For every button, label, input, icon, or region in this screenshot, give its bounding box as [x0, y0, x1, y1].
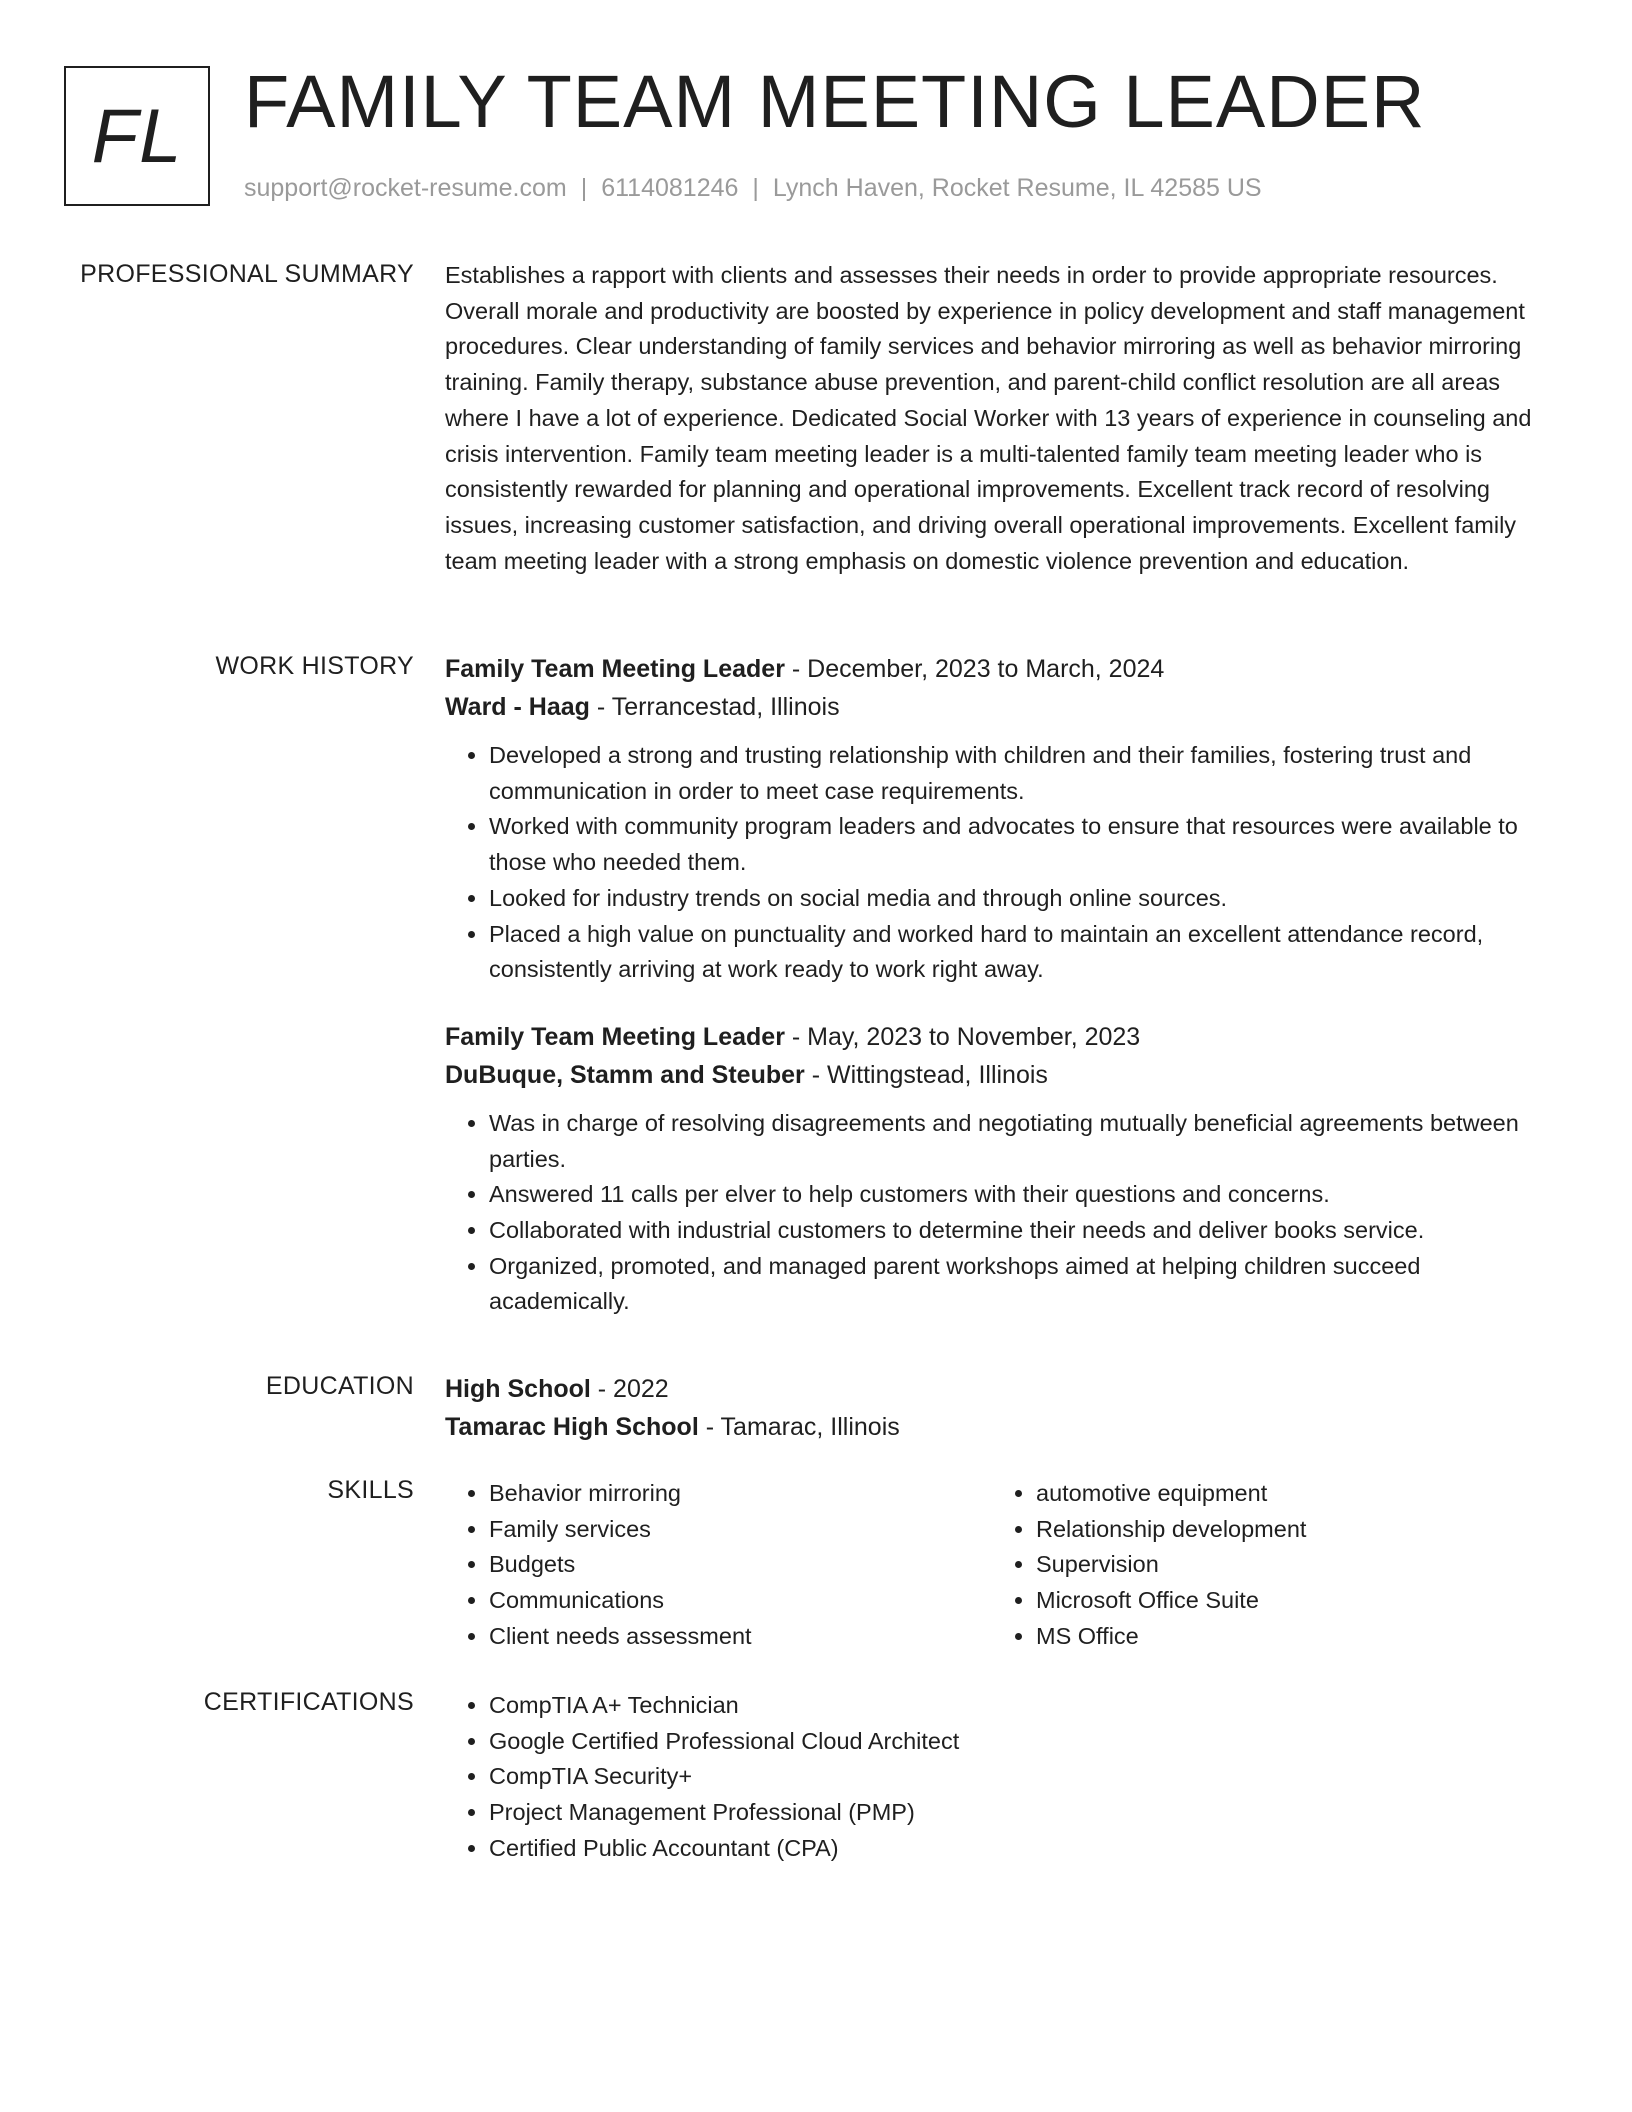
summary-text: Establishes a rapport with clients and assesses their needs in order to provide appropriate resources. Overall morale and productivity are boosted by experience in policy development and staff management procedures. Clear understanding of family services and behavior mirroring as well as behavior mirroring training. Family therapy, substance abuse prevention, and parent-child conflict resolution are all areas where I have a lot of experience. Dedicated Social Worker with 13 years of experience in counseling and crisis intervention. Family team meeting leader is a multi-talented family team meeting leader who is consistently rewarded for planning and operational improvements. Excellent track record of resolving issues, increasing customer satisfaction, and driving overall operational improvements. Excellent family team meeting leader with a strong emphasis on domestic violence prevention and education. — [445, 262, 1532, 574]
job-company-line — [445, 688, 1560, 726]
skill-item: • MS Office — [1036, 1619, 1539, 1655]
certification-item: • CompTIA A+ Technician — [489, 1688, 1560, 1724]
job-dates: - May, 2023 to November, 2023 — [791, 1022, 1141, 1051]
job-company: DuBuque, Stamm and Steuber — [445, 1060, 805, 1089]
job-title: Family Team Meeting Leader — [445, 1022, 785, 1051]
job-bullet: • Organized, promoted, and managed parent workshops aimed at helping children succeed academically. — [489, 1249, 1560, 1320]
job-bullet: • Answered 11 calls per elver to help customers with their questions and concerns. — [489, 1177, 1560, 1213]
contact-line — [244, 174, 1262, 203]
resume-name-title: FAMILY TEAM MEETING LEADER — [244, 60, 1426, 143]
job-bullet: • Developed a strong and trusting relationship with children and their families, fostering trust and communication in order to meet case requirements. — [489, 738, 1560, 809]
contact-separator: | — [580, 174, 588, 202]
job-entry — [445, 650, 1560, 988]
section-heading-skills: SKILLS — [327, 1476, 414, 1504]
job-company-line — [445, 1056, 1560, 1094]
skill-item: • Behavior mirroring — [489, 1476, 992, 1512]
skill-item: • Relationship development — [1036, 1512, 1539, 1548]
section-heading-work-history: WORK HISTORY — [215, 652, 414, 680]
skills-grid — [445, 1476, 1560, 1655]
job-bullet: • Worked with community program leaders and advocates to ensure that resources were available to those who needed them. — [489, 809, 1560, 880]
certifications-body — [445, 1688, 1560, 1867]
job-bullet: • Was in charge of resolving disagreements and negotiating mutually beneficial agreements between parties. — [489, 1106, 1560, 1177]
job-company: Ward - Haag — [445, 693, 590, 721]
section-heading-education: EDUCATION — [265, 1372, 414, 1400]
job-bullet: • Collaborated with industrial customers to determine their needs and deliver books service. — [489, 1213, 1560, 1249]
job-bullets — [445, 738, 1560, 988]
education-school: Tamarac High School — [445, 1413, 699, 1441]
contact-address: Lynch Haven, Rocket Resume, IL 42585 US — [772, 174, 1262, 202]
monogram-initials: FL — [91, 93, 183, 179]
job-title: Family Team Meeting Leader — [445, 655, 785, 683]
contact-phone[interactable]: 6114081246 — [601, 174, 739, 202]
job-dates: - December, 2023 to March, 2024 — [791, 655, 1165, 683]
skill-item: • Supervision — [1036, 1547, 1539, 1583]
job-location: - Terrancestad, Illinois — [596, 693, 840, 721]
skills-body — [445, 1476, 1560, 1655]
job-bullet: • Placed a high value on punctuality and worked hard to maintain an excellent attendance record, consistently arriving at work ready to work right away. — [489, 917, 1560, 988]
skill-item: • Communications — [489, 1583, 992, 1619]
skill-item: • automotive equipment — [1036, 1476, 1539, 1512]
contact-email[interactable]: support@rocket-resume.com — [244, 174, 567, 202]
skills-column-left — [445, 1476, 992, 1655]
job-entry — [445, 1018, 1560, 1320]
skill-item: • Client needs assessment — [489, 1619, 992, 1655]
job-title-line — [445, 1018, 1560, 1056]
education-body — [445, 1370, 1560, 1446]
skill-item: • Microsoft Office Suite — [1036, 1583, 1539, 1619]
section-heading-summary: PROFESSIONAL SUMMARY — [80, 260, 414, 288]
contact-separator: | — [752, 174, 759, 202]
job-location: - Wittingstead, Illinois — [811, 1060, 1048, 1089]
certification-item: • Project Management Professional (PMP) — [489, 1795, 1560, 1831]
skills-list-right — [992, 1476, 1539, 1655]
skill-item: • Family services — [489, 1512, 992, 1548]
skills-list-left — [445, 1476, 992, 1655]
work-history-body — [445, 650, 1560, 1320]
job-bullet: • Looked for industry trends on social media and through online sources. — [489, 881, 1560, 917]
monogram-logo — [64, 66, 210, 206]
education-school-line — [445, 1408, 1560, 1446]
certifications-list — [445, 1688, 1560, 1867]
education-location: - Tamarac, Illinois — [705, 1413, 900, 1441]
job-title-line — [445, 650, 1560, 688]
skill-item: • Budgets — [489, 1547, 992, 1583]
skills-column-right — [992, 1476, 1539, 1655]
certification-item: • Certified Public Accountant (CPA) — [489, 1831, 1560, 1867]
section-heading-certifications: CERTIFICATIONS — [203, 1688, 414, 1716]
certification-item: • CompTIA Security+ — [489, 1759, 1560, 1795]
job-bullets — [445, 1106, 1560, 1320]
education-degree: High School — [445, 1375, 591, 1403]
education-degree-line — [445, 1370, 1560, 1408]
certification-item: • Google Certified Professional Cloud Architect — [489, 1724, 1560, 1760]
education-year: - 2022 — [597, 1375, 669, 1403]
